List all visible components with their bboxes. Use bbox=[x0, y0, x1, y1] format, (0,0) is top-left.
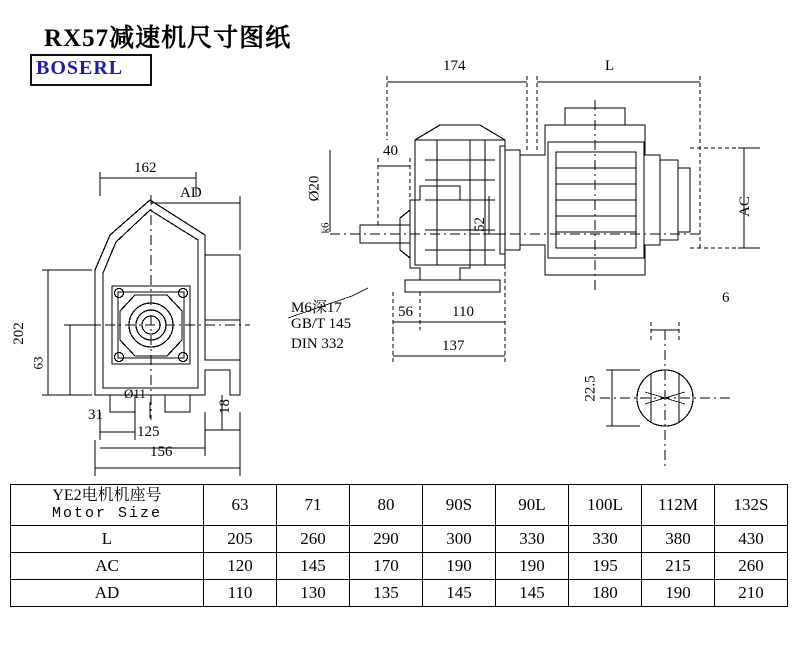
dim-40: 40 bbox=[383, 143, 398, 159]
table-cell: 120 bbox=[204, 552, 277, 579]
table-row bbox=[11, 525, 788, 552]
table-row bbox=[11, 552, 788, 579]
dim-156: 156 bbox=[150, 444, 173, 460]
table-cell: 380 bbox=[642, 525, 715, 552]
table-cell: 210 bbox=[715, 579, 788, 606]
table-cell: 300 bbox=[423, 525, 496, 552]
logo-text: BOSERL bbox=[36, 57, 124, 79]
dim-d20: Ø20 bbox=[306, 175, 323, 202]
table-cell: 330 bbox=[569, 525, 642, 552]
dim-d20-tol: k6 bbox=[319, 222, 332, 234]
dim-63: 63 bbox=[30, 356, 46, 370]
table-cell: 135 bbox=[350, 579, 423, 606]
table-cell: 190 bbox=[496, 552, 569, 579]
dim-L: L bbox=[605, 58, 615, 74]
table-cell: 190 bbox=[423, 552, 496, 579]
page-title: RX57减速机尺寸图纸 bbox=[44, 25, 292, 52]
dim-202: 202 bbox=[10, 322, 27, 345]
dim-110: 110 bbox=[452, 304, 474, 320]
table-header-cell: 112M bbox=[642, 485, 715, 526]
table-cell: 145 bbox=[423, 579, 496, 606]
table-cell: 130 bbox=[277, 579, 350, 606]
table-cell: 170 bbox=[350, 552, 423, 579]
table-cell: 290 bbox=[350, 525, 423, 552]
table-header-cell: 90L bbox=[496, 485, 569, 526]
table-header-cell: 132S bbox=[715, 485, 788, 526]
table-cell: 215 bbox=[642, 552, 715, 579]
dim-key-width: 6 bbox=[722, 290, 730, 306]
dim-137: 137 bbox=[442, 338, 465, 354]
dim-125: 125 bbox=[137, 424, 160, 440]
dim-174: 174 bbox=[443, 58, 466, 74]
table-header-cell: 90S bbox=[423, 485, 496, 526]
table-header-cell: 63 bbox=[204, 485, 277, 526]
dim-56: 56 bbox=[398, 304, 413, 320]
spec-table bbox=[10, 484, 788, 607]
table-cell: 190 bbox=[642, 579, 715, 606]
table-cell: 195 bbox=[569, 552, 642, 579]
spec-table-wrapper bbox=[10, 484, 788, 607]
dim-ac: AC bbox=[736, 196, 753, 217]
table-cell: 430 bbox=[715, 525, 788, 552]
table-cell: 205 bbox=[204, 525, 277, 552]
table-row-label: L bbox=[11, 525, 204, 552]
table-row-label: AD bbox=[11, 579, 204, 606]
table-cell: 180 bbox=[569, 579, 642, 606]
table-header-cell: 80 bbox=[350, 485, 423, 526]
table-header-cell: 100L bbox=[569, 485, 642, 526]
thread-note-line3: DIN 332 bbox=[291, 336, 344, 352]
table-cell: 330 bbox=[496, 525, 569, 552]
dim-ad: AD bbox=[180, 185, 202, 201]
table-header-label bbox=[11, 485, 204, 526]
table-header-cell: 71 bbox=[277, 485, 350, 526]
table-cell: 260 bbox=[715, 552, 788, 579]
table-cell: 260 bbox=[277, 525, 350, 552]
table-cell: 145 bbox=[277, 552, 350, 579]
dim-31: 31 bbox=[88, 407, 103, 423]
dim-52: 52 bbox=[472, 217, 488, 232]
table-header-label-cn: YE2电机机座号 bbox=[52, 487, 162, 504]
table-cell: 110 bbox=[204, 579, 277, 606]
dim-18: 18 bbox=[217, 399, 233, 414]
dim-d11: Ø11 bbox=[124, 386, 146, 401]
table-cell: 145 bbox=[496, 579, 569, 606]
dim-key-height: 22.5 bbox=[582, 375, 599, 402]
table-row-label: AC bbox=[11, 552, 204, 579]
thread-note-line1: M6深17 bbox=[291, 300, 342, 316]
table-row bbox=[11, 579, 788, 606]
table-header-label-en: Motor Size bbox=[51, 505, 162, 523]
thread-note-line2: GB/T 145 bbox=[291, 316, 352, 332]
table-row-header bbox=[11, 485, 788, 526]
dim-162: 162 bbox=[134, 160, 157, 176]
